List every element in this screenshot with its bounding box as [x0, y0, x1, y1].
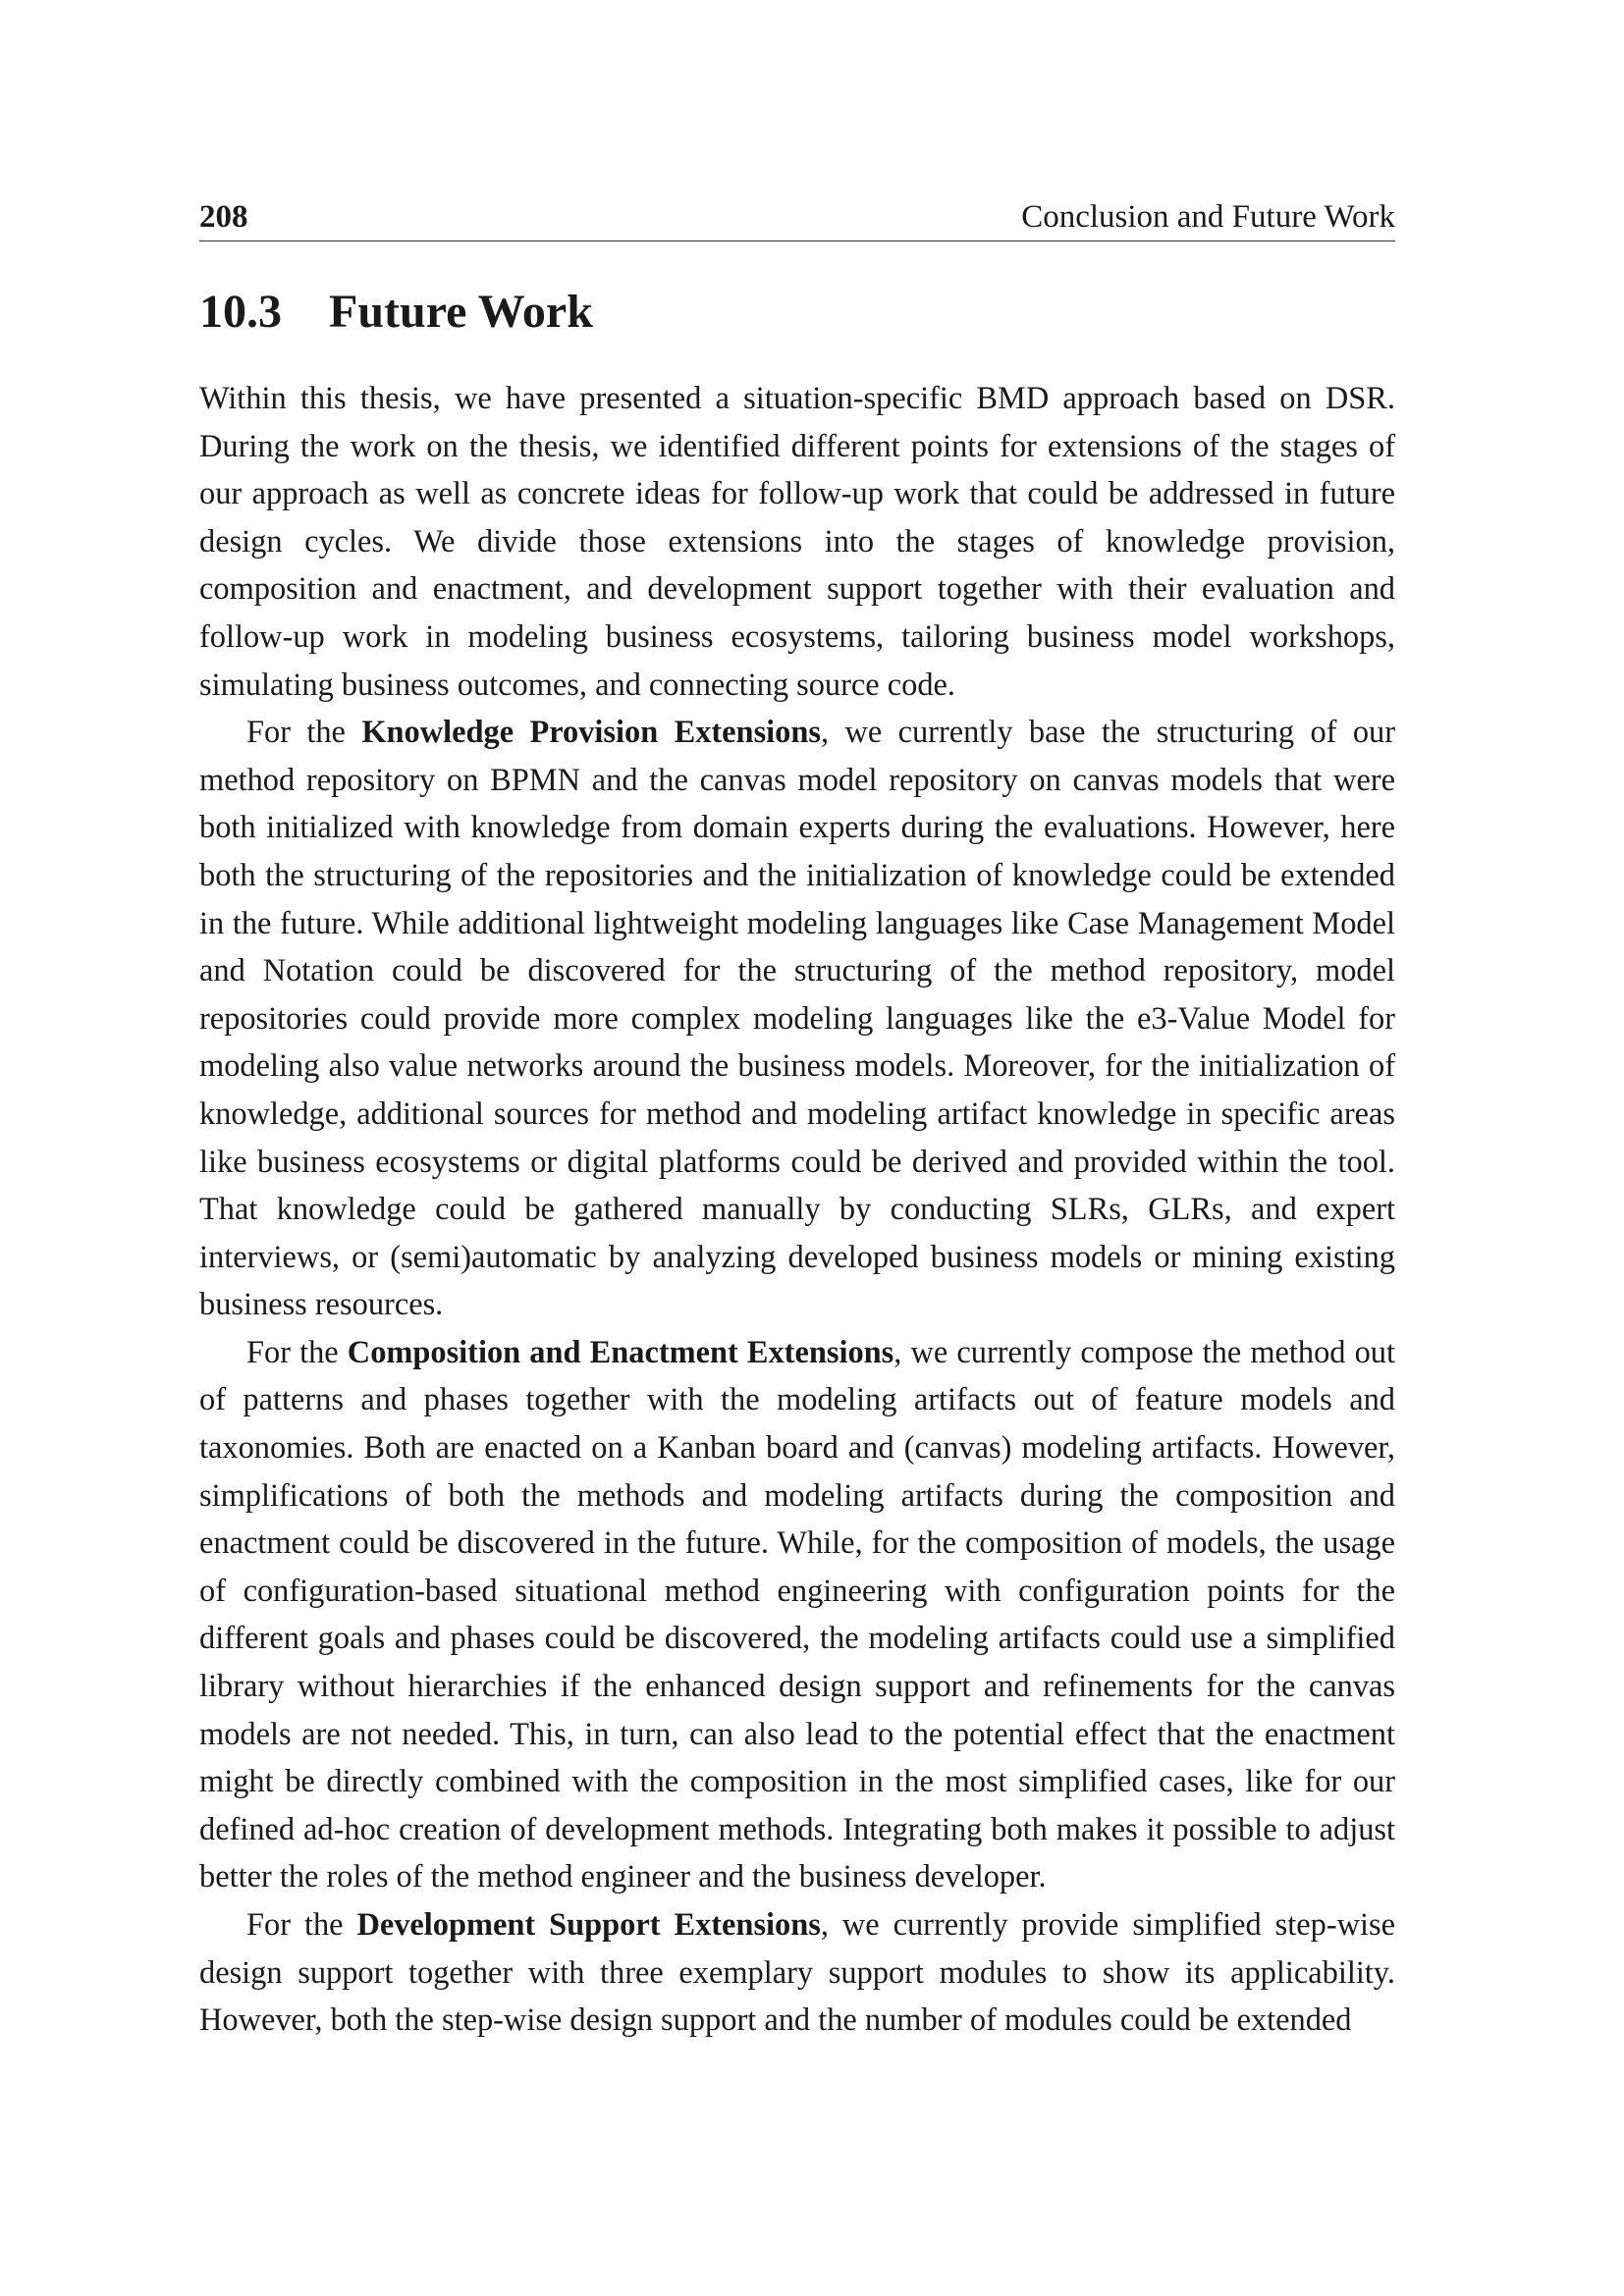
paragraph-rest: , we currently compose the method out of patterns and phases together with the modeling artifacts out of feature models and taxonomies. Both are enacted on a Kanban board and (canvas) modeling artifacts. However, simplifications of both the methods and modeling artifacts during the composition and enactment could be discovered in the future. While, for the composition of models, the usage of configuration-based situational method engineering with configuration points for the different goals and phases could be discovered, the modeling artifacts could use a simplified library without hierarchies if the enhanced design support and refinements for the canvas models are not needed. This, in turn, can also lead to the potential effect that the enactment might be directly combined with the composition in the most simplified cases, like for our defined ad-hoc creation of development methods. Integrating both makes it possible to adjust better the roles of the method engineer and the business developer. [199, 1334, 1395, 1896]
paragraph-bold-term: Composition and Enactment Extensions [347, 1334, 894, 1370]
paragraph-lead: For the [246, 1334, 348, 1370]
paragraph-composition-enactment [199, 1329, 1395, 1901]
body-text [199, 375, 1395, 2045]
running-header [199, 196, 1395, 241]
paragraph-lead: For the [246, 715, 362, 751]
section-heading [199, 283, 593, 342]
paragraph-knowledge-provision [199, 709, 1395, 1329]
paragraph-rest: , we currently base the structuring of our method repository on BPMN and the canvas model repository on canvas models that were both initialized with knowledge from domain experts during the evaluations. However, here both the structuring of the repositories and the initialization of knowledge could be extended in the future. While additional lightweight modeling languages like Case Management Model and Notation could be discovered for the structuring of the method repository, model repositories could provide more complex modeling languages like the e3-Value Model for modeling also value networks around the business models. Moreover, for the initialization of knowledge, additional sources for method and modeling artifact knowledge in specific areas like business ecosystems or digital platforms could be derived and provided within the tool. That knowledge could be gathered manually by conducting SLRs, GLRs, and expert interviews, or (semi)automatic by analyzing developed business models or mining existing business resources. [199, 715, 1395, 1323]
paragraph-rest: , we currently provide simplified step-wise design support together with three exemplary support modules to show its applicability. However, both the step-wise design support and the number of modules could be extended [199, 1907, 1395, 2039]
paragraph-intro: Within this thesis, we have presented a situation-specific BMD approach based on DSR. During the work on the thesis, we identified different points for extensions of the stages of our approach as well as concrete ideas for follow-up work that could be addressed in future design cycles. We divide those extensions into the stages of knowledge provision, composition and enactment, and development support together with their evaluation and follow-up work in modeling business ecosystems, tailoring business model workshops, simulating business outcomes, and connecting source code. [199, 381, 1395, 703]
section-number: 10.3 [199, 286, 282, 338]
paragraph-lead: For the [246, 1907, 357, 1943]
paragraph-bold-term: Knowledge Provision Extensions [361, 715, 821, 751]
page-number: 208 [199, 199, 248, 235]
page [199, 0, 1395, 2296]
paragraph-bold-term: Development Support Extensions [356, 1907, 821, 1943]
running-title: Conclusion and Future Work [1021, 199, 1395, 235]
section-title: Future Work [329, 286, 593, 338]
paragraph-development-support [199, 1901, 1395, 2045]
